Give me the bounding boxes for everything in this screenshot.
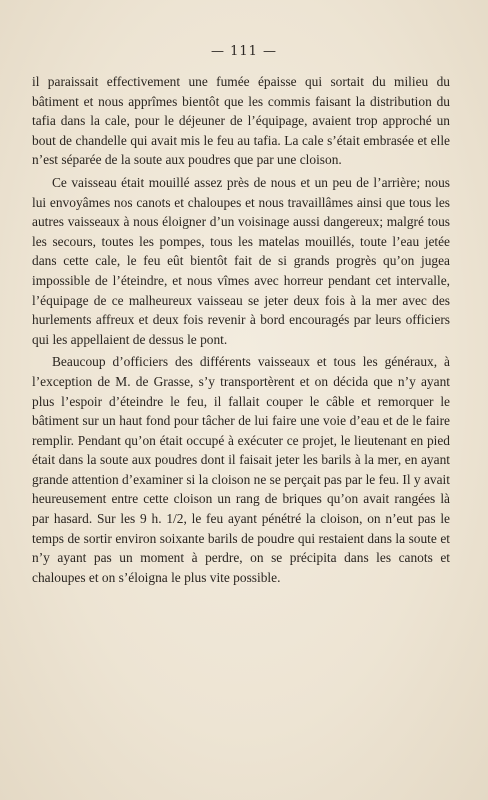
body-text	[32, 72, 450, 587]
paragraph-3: Beaucoup d’officiers des différents vaisseaux et tous les généraux, à l’exception de M. de Grasse, s’y transportèrent et on décida que n’y ayant plus l’espoir d’éteindre le feu, il fallait couper le câble et remorquer le bâtiment sur un haut fond pour tâcher de lui faire une voie d’eau et de le faire remplir. Pendant qu’on était occupé à exécuter ce projet, le lieutenant en pied était dans la soute aux poudres dont il faisait jeter les barils à la mer, en ayant grande attention d’examiner si la cloison ne se perçait pas par le feu. Il y avait heureusement entre cette cloison un rang de briques qu’on avait rangées là par hasard. Sur les 9 h. 1/2, le feu ayant pénétré la cloison, on n’eut pas le temps de sortir environ soixante barils de poudre qui restaient dans la soute et n’y ayant pas un moment à perdre, on se précipita dans les canots et chaloupes et on s’éloigna le plus vite possible.	[32, 354, 450, 585]
paragraph-2: Ce vaisseau était mouillé assez près de nous et un peu de l’arrière; nous lui envoyâmes nos canots et chaloupes et nous travaillâmes ainsi que tous les autres vaisseaux à nous éloigner d’un voisinage aussi dangereux; malgré tous les secours, toutes les pompes, tous les matelas mouillés, toute l’eau jetée dans cette cale, le feu eût bientôt fait de si grands progrès qu’on jugea impossible de l’éteindre, et nous vîmes avec horreur pendant cet intervalle, l’équipage de ce malheureux vaisseau se jeter deux fois à la mer avec des hurlements affreux et deux fois revenir à bord encouragés par leurs officiers qui les appellaient de dessus le pont.	[32, 174, 450, 347]
page-number: — 111 —	[210, 44, 278, 59]
paragraph-1: il paraissait effectivement une fumée épaisse qui sortait du milieu du bâtiment et nous apprîmes bientôt que les commis faisant la distribution du tafia dans la cale, pour le déjeuner de l’équipage, avaient trop approché un bout de chandelle qui avait mis le feu au tafia. La cale s’était embrasée et elle n’est séparée de la soute aux poudres que par une cloison.	[32, 74, 450, 168]
